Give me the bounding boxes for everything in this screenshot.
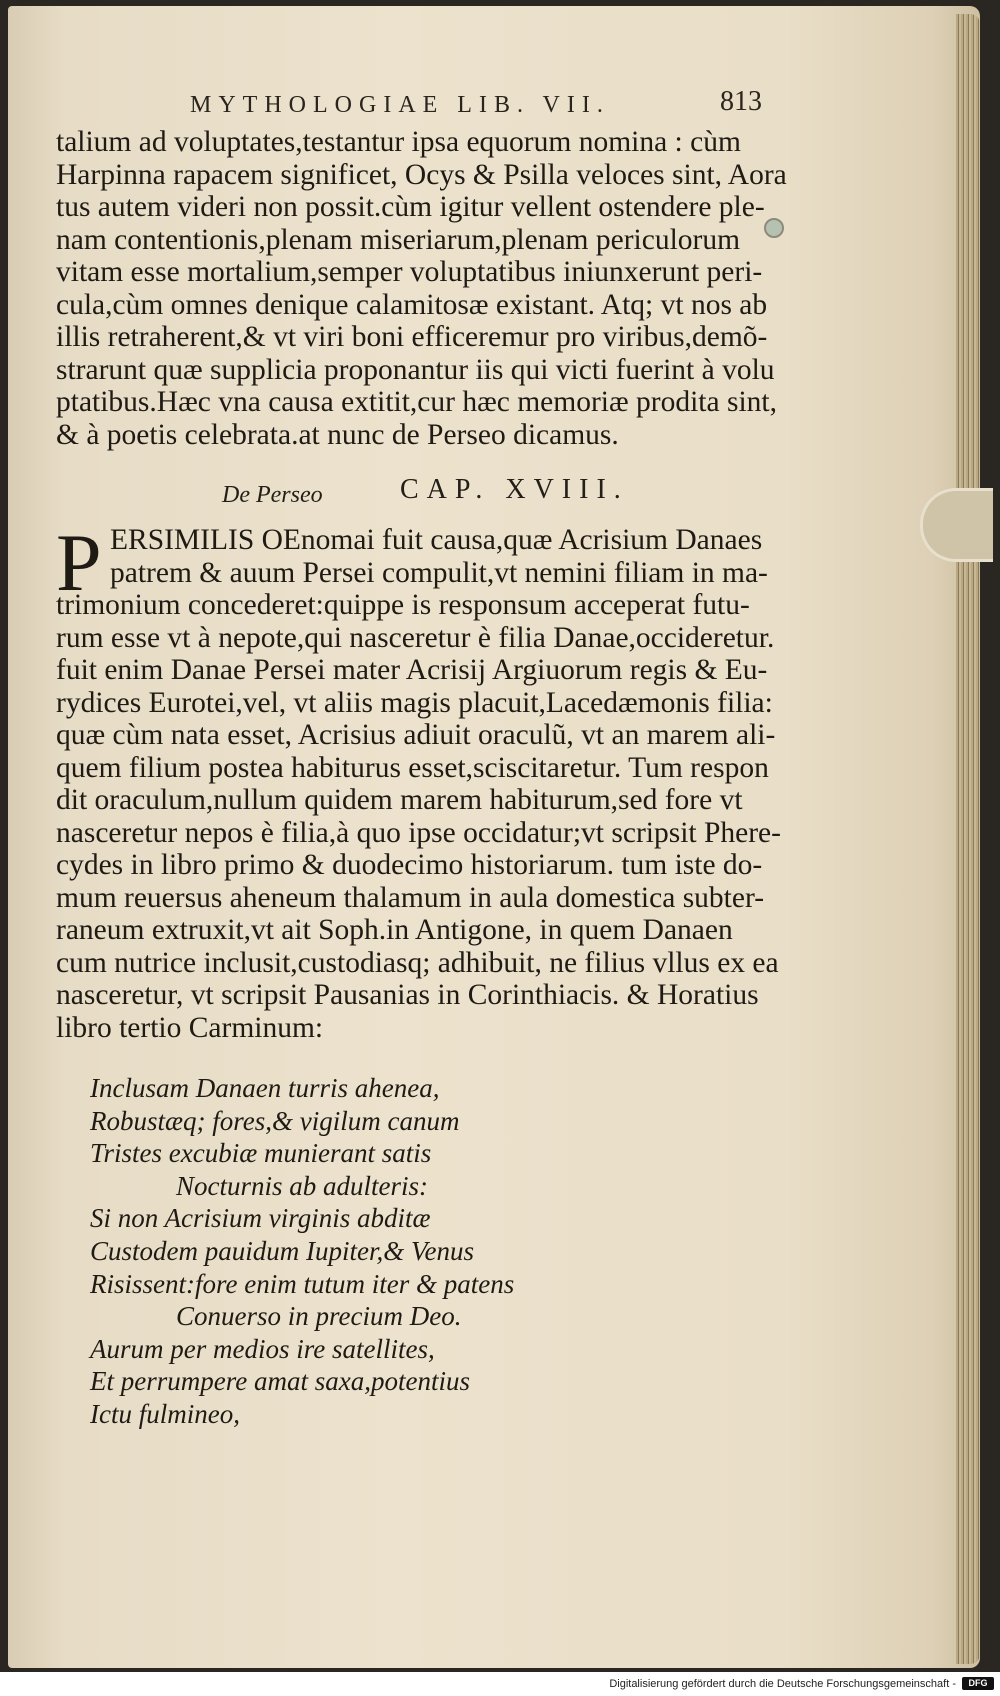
verse-line: Risissent:fore enim tutum iter & patens [90,1268,515,1299]
verse-line: Robustæq; fores,& vigilum canum [90,1105,460,1136]
paragraph-2-line: cum nutrice inclusit,custodiasq; adhibuit, ne filius vllus ex ea [56,946,779,979]
paragraph-2-line: dit oraculum,nullum quidem marem habiturum,sed fore vt [56,784,743,816]
paragraph-2-line: nasceretur nepos è filia,à quo ipse occidatur;vt scripsit Phere- [56,816,781,849]
paragraph-1-line: cula,cùm omnes denique calamitosæ existant. Atq; vt nos ab [56,288,768,321]
footer-bar [0,1672,1000,1696]
running-title: MYTHOLOGIAE LIB. VII. [190,92,610,118]
paragraph-1-line: ptatibus.Hæc vna causa extitit,cur hæc memoriæ prodita sint, [56,386,777,418]
paragraph-2-line: trimonium concederet:quippe is responsum acceperat futu- [56,589,750,621]
paragraph-2-line: rum esse vt à nepote,qui nasceretur è filia Danae,occideretur. [56,621,775,654]
verse-line: Inclusam Danaen turris ahenea, [90,1073,440,1103]
paragraph-1-line: & à poetis celebrata.at nunc de Perseo dicamus. [56,418,619,451]
paragraph-2-line: quæ cùm nata esset, Acrisius adiuit oraculũ, vt an marem ali- [56,719,776,751]
paragraph-1-line: vitam esse mortalium,semper voluptatibus iniunxerunt peri- [56,256,763,288]
running-header [190,86,770,126]
paragraph-1 [56,126,787,451]
verse-quotation [90,1072,730,1431]
page-tab-marker [920,488,993,562]
paragraph-2-line: quem filium postea habiturus esset,sciscitaretur. Tum respon [56,751,769,784]
paragraph-2-line: fuit enim Danae Persei mater Acrisij Argiuorum regis & Eu- [56,654,768,686]
drop-cap: P [56,517,102,608]
paragraph-2-line: raneum extruxit,vt ait Soph.in Antigone, in quem Danaen [56,914,733,946]
verse-line: Ictu fulmineo, [90,1398,240,1429]
paragraph-2 [56,517,781,1044]
verse-line: Custodem pauidum Iupiter,& Venus [90,1235,474,1266]
verse-line: Nocturnis ab adulteris: [176,1170,429,1201]
dfg-logo: DFG [962,1677,994,1690]
page-edges [956,14,980,1664]
paragraph-2-line: patrem & auum Persei compulit,vt nemini filiam in ma- [110,556,768,589]
paragraph-1-line: tus autem videri non possit.cùm igitur vellent ostendere ple- [56,191,765,223]
paragraph-1-line: talium ad voluptates,testantur ipsa equorum nomina : cùm [56,126,741,158]
paragraph-2-line: cydes in libro primo & duodecimo historiarum. tum iste do- [56,849,763,881]
verse-line: Aurum per medios ire satellites, [90,1333,435,1364]
stain-spot [764,218,784,238]
page-number: 813 [720,86,762,117]
footer-credit: Digitalisierung gefördert durch die Deutsche Forschungsgemeinschaft - [609,1678,956,1690]
paragraph-1-line: illis retraherent,& vt viri boni efficeremur pro viribus,demõ- [56,321,768,353]
paragraph-2-line: libro tertio Carminum: [56,1011,324,1044]
paragraph-1-line: Harpinna rapacem significet, Ocys & Psilla veloces sint, Aora [56,158,787,191]
paragraph-2-line: rydices Eurotei,vel, vt aliis magis placuit,Lacedæmonis filia: [56,686,773,719]
verse-line: Si non Acrisium virginis abditæ [90,1203,431,1234]
verse-line: Tristes excubiæ munierant satis [90,1138,432,1169]
chapter-title: CAP. XVIII. [400,474,629,505]
paragraph-2-first-line: ERSIMILIS OEnomai fuit causa,quæ Acrisium Danaes [110,524,763,556]
paragraph-1-line: nam contentionis,plenam miseriarum,plenam periculorum [56,223,741,256]
paragraph-1-line: strarunt quæ supplicia proponantur iis qui victi fuerint à volu [56,353,775,386]
chapter-heading [222,474,742,514]
verse-line: Et perrumpere amat saxa,potentius [90,1366,470,1397]
verse-line: Conuerso in precium Deo. [176,1301,462,1332]
paragraph-2-line: nasceretur, vt scripsit Pausanias in Corinthiacis. & Horatius [56,979,759,1011]
paragraph-2-line: mum reuersus aheneum thalamum in aula domestica subter- [56,881,765,914]
chapter-side-note: De Perseo [222,482,323,508]
